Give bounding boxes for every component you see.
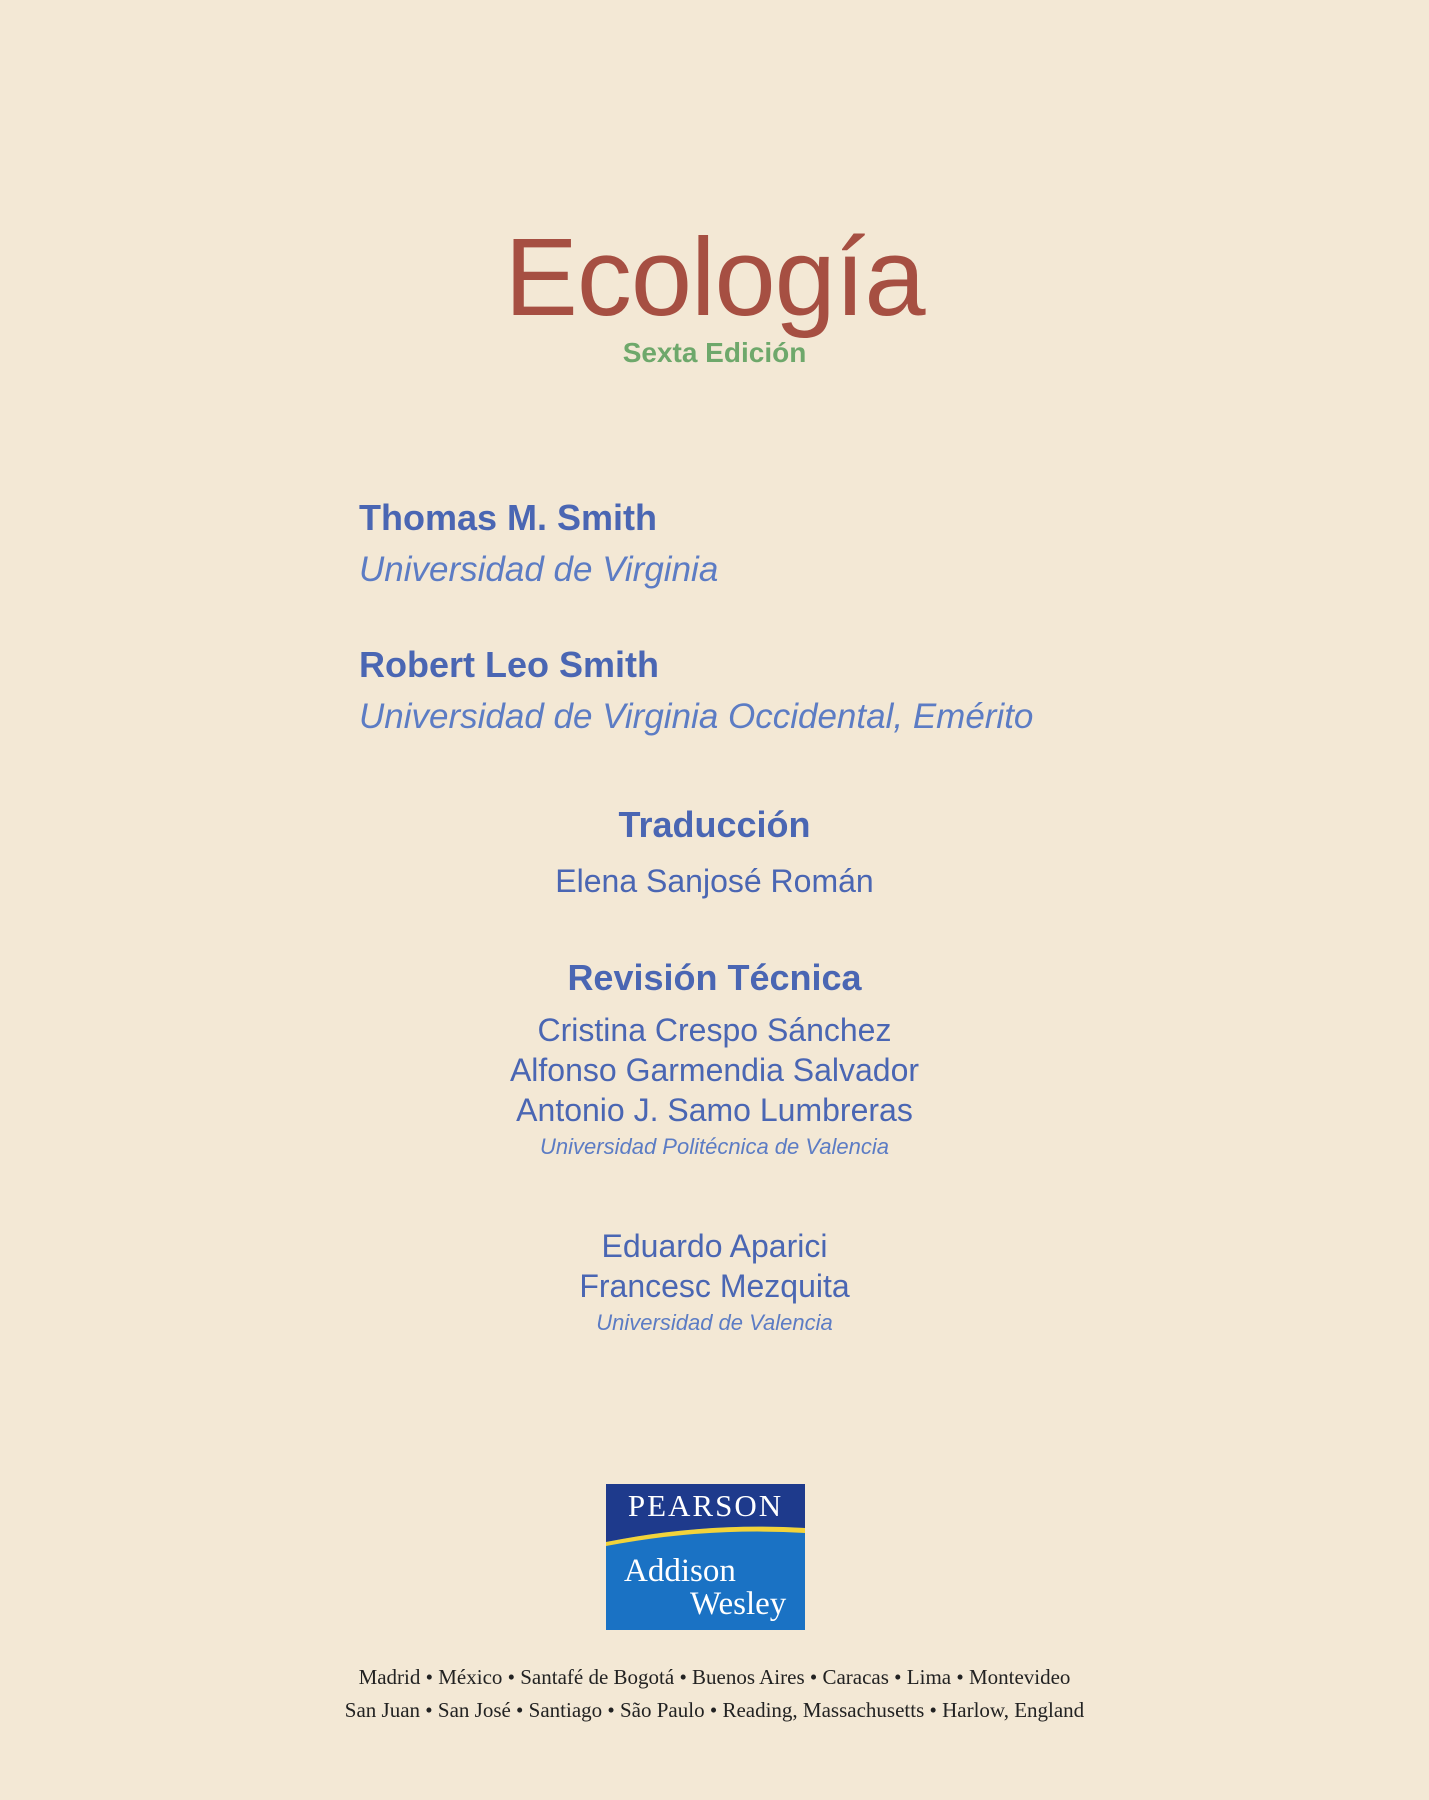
reviewer-name: Francesc Mezquita — [579, 1268, 850, 1304]
author-2 — [359, 643, 1033, 739]
translator-name: Elena Sanjosé Román — [555, 863, 874, 899]
pearson-addison-wesley-logo — [606, 1484, 805, 1630]
reviewer-institution: Universidad de Valencia — [596, 1310, 833, 1335]
logo-line-2: Addison — [624, 1553, 736, 1589]
author-1 — [359, 496, 718, 592]
technical-review-section — [0, 956, 1429, 1162]
author-name: Thomas M. Smith — [359, 497, 658, 538]
logo-line-1: PEARSON — [627, 1488, 784, 1523]
reviewer-name: Cristina Crespo Sánchez — [537, 1012, 892, 1048]
book-title: Ecología — [504, 216, 925, 339]
author-affiliation: Universidad de Virginia — [359, 550, 719, 589]
reviewer-group-2 — [0, 1226, 1429, 1338]
publisher-logo-graphic — [606, 1484, 805, 1630]
reviewer-group-1 — [0, 1010, 1429, 1162]
technical-review-heading: Revisión Técnica — [567, 957, 862, 998]
publisher-cities-line-1: Madrid • México • Santafé de Bogotá • Buenos Aires • Caracas • Lima • Montevideo — [358, 1665, 1071, 1689]
logo-line-3: Wesley — [690, 1586, 787, 1622]
translation-heading: Traducción — [618, 804, 811, 845]
translation-section — [0, 803, 1429, 901]
reviewer-name: Alfonso Garmendia Salvador — [509, 1052, 920, 1088]
reviewer-institution: Universidad Politécnica de Valencia — [540, 1134, 889, 1159]
reviewer-name: Antonio J. Samo Lumbreras — [516, 1092, 913, 1128]
author-affiliation: Universidad de Virginia Occidental, Emérito — [359, 697, 1034, 736]
reviewer-name: Eduardo Aparici — [601, 1228, 828, 1264]
publisher-cities-line-2: San Juan • San José • Santiago • São Paulo • Reading, Massachusetts • Harlow, England — [344, 1698, 1085, 1722]
book-edition: Sexta Edición — [622, 337, 807, 368]
author-name: Robert Leo Smith — [359, 644, 660, 685]
